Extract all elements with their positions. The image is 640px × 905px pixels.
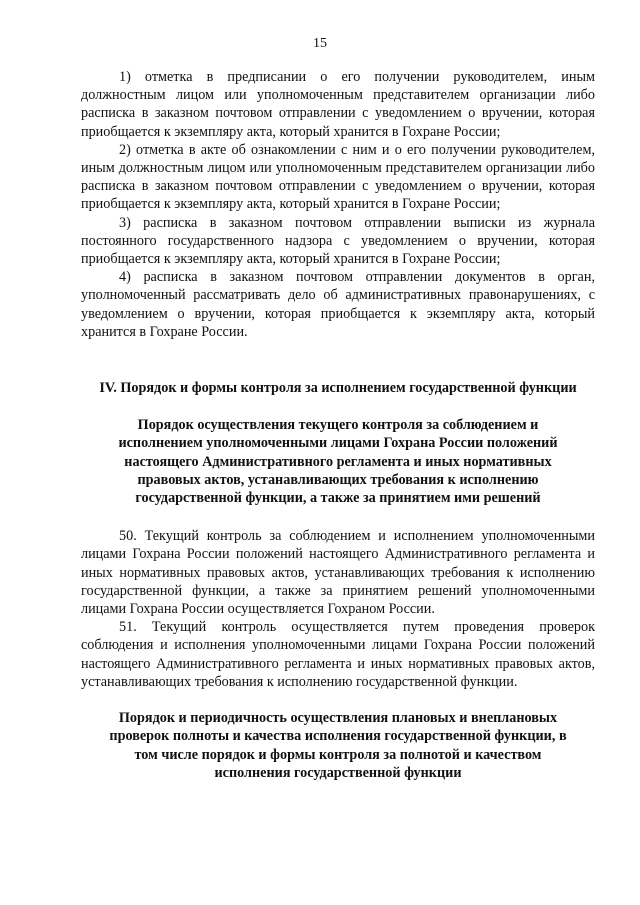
paragraph-50: 50. Текущий контроль за соблюдением и исполнением уполномоченными лицами Гохрана России положений настоящего Административного регламента и иных нормативных правовых актов, устанавливающих требования к исполнению государственной функции, а также за принятием решений уполномоченными лицами Гохрана России осуществляется Гохраном России.: [81, 528, 595, 618]
document-body: [81, 68, 595, 782]
spacer: [81, 507, 595, 527]
section-heading: IV. Порядок и формы контроля за исполнением государственной функции: [99, 380, 577, 397]
paragraph-51: 51. Текущий контроль осуществляется путем проведения проверок соблюдения и исполнения уполномоченными лицами Гохрана России положений настоящего Административного регламента и иных нормативных правовых актов, устанавливающих требования к исполнению государственной функции.: [81, 619, 595, 690]
list-item-1: 1) отметка в предписании о его получении руководителем, иным должностным лицом или уполномоченным представителем организации либо расписка в заказном почтовом отправлении с уведомлением о вручении, которая приобщается к экземпляру акта, который хранится в Гохране России;: [81, 69, 595, 140]
list-item-2: 2) отметка в акте об ознакомлении с ним и о его получении руководителем, иным должностным лицом или уполномоченным представителем организации либо расписка в заказном почтовом отправлении с уведомлением о вручении, которая приобщается к экземпляру акта, который хранится в Гохране России;: [81, 141, 595, 213]
list-item-4: 4) расписка в заказном почтовом отправлении документов в орган, уполномоченный рассматривать дело об административных правонарушениях, с уведомлением о вручении, которая приобщается к экземпляру акта, который хранится в Гохране России.: [81, 269, 595, 340]
subheading-inspections: Порядок и периодичность осуществления плановых и внеплановых проверок полноты и качества исполнения государственной функции, в том числе порядок и формы контроля за полнотой и качеством исполнения государственной функции: [109, 710, 567, 781]
subheading-current-control: Порядок осуществления текущего контроля за соблюдением и исполнением уполномоченными лицами Гохрана России положений настоящего Административного регламента и иных нормативных правовых актов, устанавливающих требования к исполнению государственной функции, а также за принятием ими решений: [118, 417, 558, 507]
list-item-3: 3) расписка в заказном почтовом отправлении выписки из журнала постоянного государственного надзора с уведомлением о вручении, которая приобщается к экземпляру акта, который хранится в Гохране России;: [81, 214, 595, 268]
page-number: 15: [313, 36, 327, 51]
